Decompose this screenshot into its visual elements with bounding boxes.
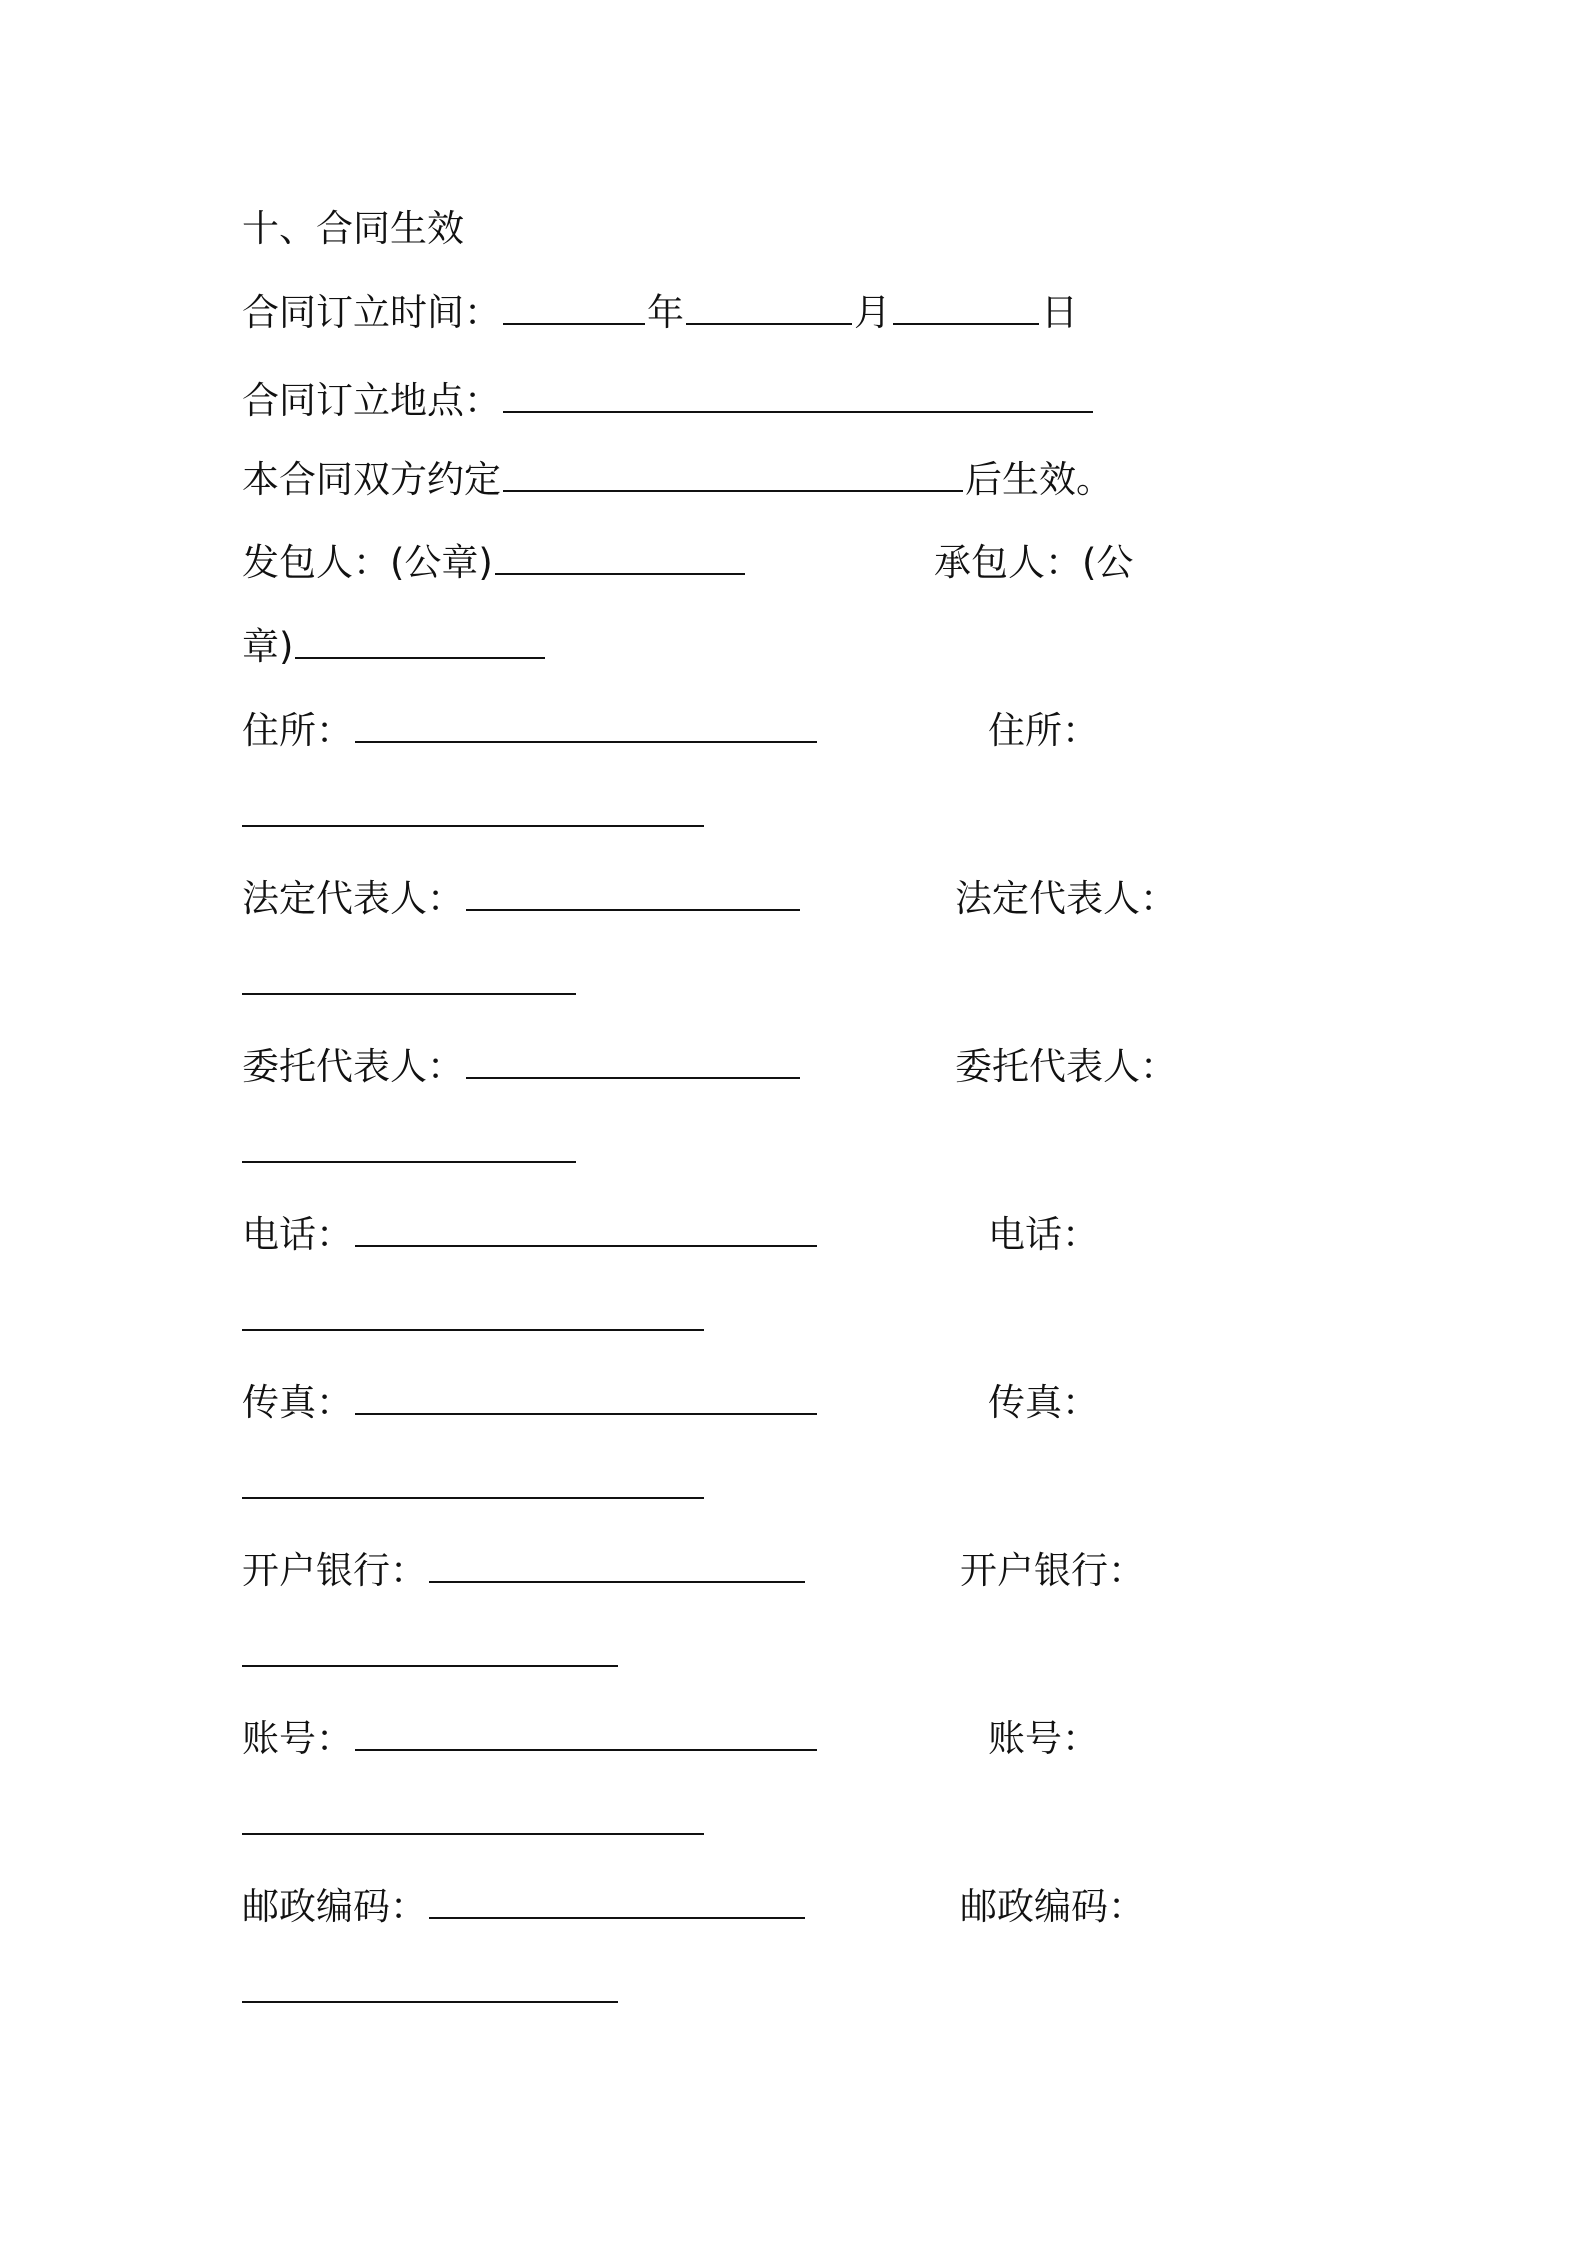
agent-rep-row-b: [955, 1042, 1177, 1092]
address-blank-b-row: [242, 790, 706, 840]
legal-rep-row-a: [242, 874, 802, 924]
party-a-seal-blank[interactable]: [495, 543, 745, 575]
phone-label-a: 电话：: [242, 1213, 353, 1256]
legal-rep-blank-a[interactable]: [466, 879, 800, 911]
address-blank-b[interactable]: [242, 795, 704, 827]
address-row-b: [988, 706, 1099, 756]
month-label: 月: [854, 291, 891, 334]
phone-blank-b[interactable]: [242, 1299, 704, 1331]
account-row-b: [988, 1714, 1099, 1764]
phone-row-a: [242, 1210, 819, 1260]
effective-suffix: 后生效。: [965, 458, 1113, 501]
day-blank[interactable]: [893, 293, 1039, 325]
agent-rep-label-a: 委托代表人：: [242, 1045, 464, 1088]
phone-blank-b-row: [242, 1294, 706, 1344]
party-a-seal-row: [242, 538, 747, 588]
section-title-text: 十、合同生效: [242, 207, 464, 250]
bank-blank-a[interactable]: [429, 1551, 805, 1583]
postcode-blank-b-row: [242, 1966, 620, 2016]
month-blank[interactable]: [686, 293, 852, 325]
party-b-label-continued: 章): [242, 625, 294, 668]
agent-rep-blank-b[interactable]: [242, 1131, 576, 1163]
party-b-label: 承包人：(公: [934, 541, 1134, 584]
account-label-b: 账号：: [988, 1717, 1099, 1760]
bank-row-b: [960, 1546, 1145, 1596]
postcode-blank-b[interactable]: [242, 1971, 618, 2003]
phone-blank-a[interactable]: [355, 1215, 817, 1247]
account-row-a: [242, 1714, 819, 1764]
sign-place-label: 合同订立地点：: [242, 379, 501, 422]
account-blank-b[interactable]: [242, 1803, 704, 1835]
fax-blank-a[interactable]: [355, 1383, 817, 1415]
postcode-label-a: 邮政编码：: [242, 1885, 427, 1928]
postcode-row-b: [960, 1882, 1145, 1932]
party-b-seal-row: [934, 538, 1133, 588]
agent-rep-row-a: [242, 1042, 802, 1092]
bank-row-a: [242, 1546, 807, 1596]
sign-time-label: 合同订立时间：: [242, 291, 501, 334]
account-label-a: 账号：: [242, 1717, 353, 1760]
bank-label-a: 开户银行：: [242, 1549, 427, 1592]
party-b-seal-blank[interactable]: [295, 627, 545, 659]
agent-rep-blank-a[interactable]: [466, 1047, 800, 1079]
legal-rep-blank-b-row: [242, 958, 578, 1008]
fax-label-b: 传真：: [988, 1381, 1099, 1424]
sign-place-row: [242, 376, 1095, 426]
legal-rep-row-b: [955, 874, 1177, 924]
address-label-a: 住所：: [242, 709, 353, 752]
legal-rep-blank-b[interactable]: [242, 963, 576, 995]
account-blank-a[interactable]: [355, 1719, 817, 1751]
agent-rep-blank-b-row: [242, 1126, 578, 1176]
fax-row-a: [242, 1378, 819, 1428]
sign-time-row: [242, 288, 1078, 338]
postcode-row-a: [242, 1882, 807, 1932]
bank-blank-b[interactable]: [242, 1635, 618, 1667]
phone-row-b: [988, 1210, 1099, 1260]
effective-prefix: 本合同双方约定: [242, 458, 501, 501]
agent-rep-label-b: 委托代表人：: [955, 1045, 1177, 1088]
section-title: [242, 204, 464, 254]
postcode-label-b: 邮政编码：: [960, 1885, 1145, 1928]
legal-rep-label-a: 法定代表人：: [242, 877, 464, 920]
legal-rep-label-b: 法定代表人：: [955, 877, 1177, 920]
year-blank[interactable]: [503, 293, 645, 325]
sign-place-blank[interactable]: [503, 381, 1093, 413]
party-b-seal-continued: [242, 622, 547, 672]
bank-label-b: 开户银行：: [960, 1549, 1145, 1592]
phone-label-b: 电话：: [988, 1213, 1099, 1256]
address-label-b: 住所：: [988, 709, 1099, 752]
day-label: 日: [1041, 291, 1078, 334]
party-a-label: 发包人：(公章): [242, 541, 493, 584]
year-label: 年: [647, 291, 684, 334]
fax-blank-b[interactable]: [242, 1467, 704, 1499]
postcode-blank-a[interactable]: [429, 1887, 805, 1919]
account-blank-b-row: [242, 1798, 706, 1848]
fax-label-a: 传真：: [242, 1381, 353, 1424]
fax-row-b: [988, 1378, 1099, 1428]
address-row-a: [242, 706, 819, 756]
effective-row: [242, 455, 1113, 505]
address-blank-a[interactable]: [355, 711, 817, 743]
effective-blank[interactable]: [503, 460, 963, 492]
bank-blank-b-row: [242, 1630, 620, 1680]
fax-blank-b-row: [242, 1462, 706, 1512]
